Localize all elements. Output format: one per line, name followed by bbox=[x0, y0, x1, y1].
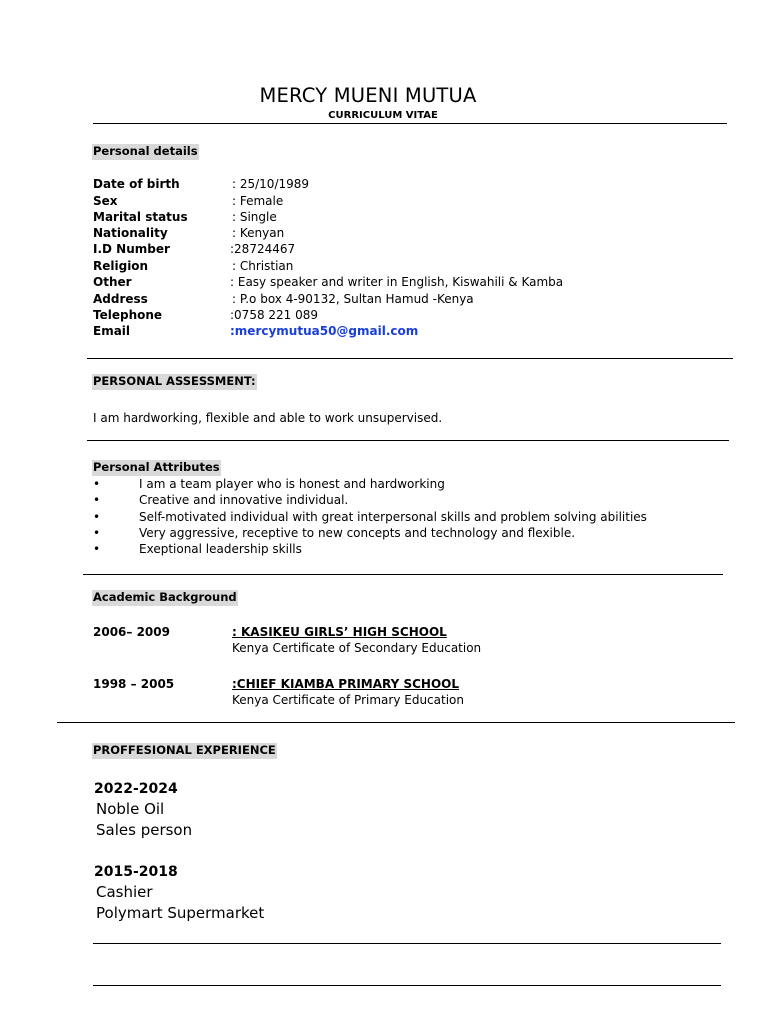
detail-label: Marital status bbox=[93, 210, 188, 224]
list-item: I am a team player who is honest and hardworking bbox=[139, 477, 445, 491]
section-heading-personal-attributes: Personal Attributes bbox=[93, 460, 220, 474]
assessment-text: I am hardworking, flexible and able to work unsupervised. bbox=[93, 411, 443, 425]
academic-period: 2006– 2009 bbox=[93, 625, 170, 639]
section-divider bbox=[87, 358, 733, 359]
detail-label: Telephone bbox=[93, 308, 163, 322]
school-name: :CHIEF KIAMBA PRIMARY SCHOOL bbox=[232, 677, 460, 691]
list-item: Very aggressive, receptive to new concepts and technology and flexible. bbox=[139, 526, 576, 540]
section-divider bbox=[83, 574, 723, 575]
email-link[interactable]: :mercymutua50@gmail.com bbox=[230, 324, 419, 338]
qualification: Kenya Certificate of Secondary Education bbox=[232, 641, 482, 655]
experience-period: 2015-2018 bbox=[94, 864, 178, 880]
bullet-icon: • bbox=[93, 526, 101, 540]
detail-label: Nationality bbox=[93, 226, 168, 240]
section-heading-professional-experience: PROFFESIONAL EXPERIENCE bbox=[93, 743, 276, 757]
list-item: Exeptional leadership skills bbox=[139, 542, 302, 556]
experience-employer: Noble Oil bbox=[96, 800, 165, 818]
list-item: Creative and innovative individual. bbox=[139, 493, 349, 507]
detail-label: Religion bbox=[93, 259, 149, 273]
detail-value: : Kenyan bbox=[232, 226, 285, 240]
detail-label: Email bbox=[93, 324, 131, 338]
bullet-icon: • bbox=[93, 542, 101, 556]
list-item: Self-motivated individual with great interpersonal skills and problem solving abilities bbox=[139, 510, 647, 524]
bullet-icon: • bbox=[93, 510, 101, 524]
detail-value: : Christian bbox=[232, 259, 294, 273]
experience-period: 2022-2024 bbox=[94, 781, 178, 797]
section-heading-academic-background: Academic Background bbox=[93, 590, 237, 604]
detail-value: : Easy speaker and writer in English, Kiswahili & Kamba bbox=[230, 275, 564, 289]
detail-label: Date of birth bbox=[93, 177, 180, 191]
detail-value: :0758 221 089 bbox=[230, 308, 319, 322]
detail-label: Address bbox=[93, 292, 148, 306]
academic-period: 1998 – 2005 bbox=[93, 677, 175, 691]
header-divider bbox=[93, 123, 727, 124]
section-divider bbox=[93, 985, 721, 986]
section-divider bbox=[87, 440, 729, 441]
section-divider bbox=[57, 722, 735, 723]
detail-value: : 25/10/1989 bbox=[232, 177, 310, 191]
detail-value: : Female bbox=[232, 194, 284, 208]
qualification: Kenya Certificate of Primary Education bbox=[232, 693, 464, 707]
cv-subtitle: CURRICULUM VITAE bbox=[328, 110, 438, 121]
detail-value: : Single bbox=[232, 210, 277, 224]
detail-value: :28724467 bbox=[230, 242, 296, 256]
section-heading-personal-details: Personal details bbox=[93, 144, 198, 158]
detail-label: I.D Number bbox=[93, 242, 170, 256]
section-divider bbox=[93, 943, 721, 944]
experience-role: Sales person bbox=[96, 821, 193, 839]
section-heading-personal-assessment: PERSONAL ASSESSMENT: bbox=[93, 374, 256, 388]
detail-label: Other bbox=[93, 275, 132, 289]
bullet-icon: • bbox=[93, 493, 101, 507]
experience-role: Cashier bbox=[96, 883, 153, 901]
detail-value: : P.o box 4-90132, Sultan Hamud -Kenya bbox=[232, 292, 474, 306]
school-name: : KASIKEU GIRLS’ HIGH SCHOOL bbox=[232, 625, 447, 639]
bullet-icon: • bbox=[93, 477, 101, 491]
detail-label: Sex bbox=[93, 194, 118, 208]
experience-employer: Polymart Supermarket bbox=[96, 904, 265, 922]
cv-name: MERCY MUENI MUTUA bbox=[259, 84, 477, 107]
